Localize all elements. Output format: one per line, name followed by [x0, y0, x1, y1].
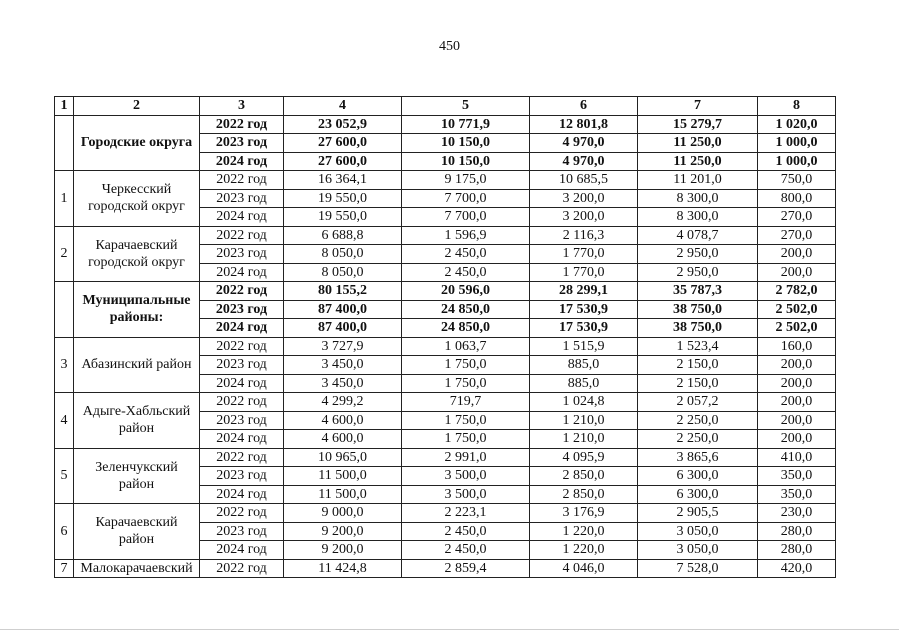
entity-name-cell: Городские округа: [74, 115, 200, 171]
value-cell: 2 950,0: [638, 263, 758, 282]
row-number-cell: 7: [55, 559, 74, 578]
value-cell: 6 300,0: [638, 467, 758, 486]
table-row: [55, 171, 836, 190]
value-cell: 12 801,8: [530, 115, 638, 134]
year-cell: 2023 год: [200, 522, 284, 541]
table-row: [55, 559, 836, 578]
year-cell: 2024 год: [200, 430, 284, 449]
value-cell: 2 950,0: [638, 245, 758, 264]
value-cell: 420,0: [758, 559, 836, 578]
value-cell: 1 515,9: [530, 337, 638, 356]
value-cell: 2 250,0: [638, 411, 758, 430]
entity-name-cell: Малокарачаевский: [74, 559, 200, 578]
value-cell: 10 150,0: [402, 134, 530, 153]
value-cell: 2 223,1: [402, 504, 530, 523]
value-cell: 35 787,3: [638, 282, 758, 301]
year-cell: 2024 год: [200, 485, 284, 504]
table-row: [55, 282, 836, 301]
page-bottom-edge: [0, 629, 899, 630]
value-cell: 11 424,8: [284, 559, 402, 578]
value-cell: 10 965,0: [284, 448, 402, 467]
value-cell: 27 600,0: [284, 152, 402, 171]
value-cell: 1 220,0: [530, 541, 638, 560]
value-cell: 2 450,0: [402, 522, 530, 541]
header-cell: 6: [530, 97, 638, 116]
value-cell: 10 685,5: [530, 171, 638, 190]
row-number-cell: 2: [55, 226, 74, 282]
year-cell: 2022 год: [200, 504, 284, 523]
value-cell: 9 175,0: [402, 171, 530, 190]
value-cell: 200,0: [758, 245, 836, 264]
value-cell: 350,0: [758, 467, 836, 486]
header-cell: 4: [284, 97, 402, 116]
value-cell: 87 400,0: [284, 319, 402, 338]
value-cell: 20 596,0: [402, 282, 530, 301]
value-cell: 4 299,2: [284, 393, 402, 412]
value-cell: 2 116,3: [530, 226, 638, 245]
year-cell: 2024 год: [200, 263, 284, 282]
value-cell: 38 750,0: [638, 319, 758, 338]
value-cell: 280,0: [758, 522, 836, 541]
value-cell: 3 176,9: [530, 504, 638, 523]
value-cell: 8 300,0: [638, 189, 758, 208]
value-cell: 16 364,1: [284, 171, 402, 190]
value-cell: 800,0: [758, 189, 836, 208]
entity-name-cell: Зеленчукский район: [74, 448, 200, 504]
year-cell: 2022 год: [200, 448, 284, 467]
year-cell: 2023 год: [200, 134, 284, 153]
value-cell: 3 865,6: [638, 448, 758, 467]
value-cell: 2 782,0: [758, 282, 836, 301]
table-body: [55, 115, 836, 578]
year-cell: 2022 год: [200, 559, 284, 578]
value-cell: 200,0: [758, 393, 836, 412]
value-cell: 2 502,0: [758, 319, 836, 338]
value-cell: 230,0: [758, 504, 836, 523]
value-cell: 160,0: [758, 337, 836, 356]
value-cell: 11 250,0: [638, 152, 758, 171]
row-number-cell: 3: [55, 337, 74, 393]
year-cell: 2022 год: [200, 393, 284, 412]
value-cell: 11 201,0: [638, 171, 758, 190]
value-cell: 3 500,0: [402, 485, 530, 504]
table-row: [55, 448, 836, 467]
table-row: [55, 504, 836, 523]
value-cell: 1 770,0: [530, 263, 638, 282]
value-cell: 200,0: [758, 374, 836, 393]
value-cell: 270,0: [758, 208, 836, 227]
value-cell: 2 859,4: [402, 559, 530, 578]
value-cell: 280,0: [758, 541, 836, 560]
year-cell: 2024 год: [200, 319, 284, 338]
value-cell: 3 200,0: [530, 208, 638, 227]
year-cell: 2022 год: [200, 337, 284, 356]
table-row: [55, 393, 836, 412]
entity-name-cell: Абазинский район: [74, 337, 200, 393]
value-cell: 1 024,8: [530, 393, 638, 412]
value-cell: 885,0: [530, 374, 638, 393]
value-cell: 24 850,0: [402, 300, 530, 319]
value-cell: 6 688,8: [284, 226, 402, 245]
row-number-cell: [55, 115, 74, 171]
budget-table: [54, 96, 836, 578]
value-cell: 1 596,9: [402, 226, 530, 245]
value-cell: 17 530,9: [530, 319, 638, 338]
value-cell: 7 700,0: [402, 208, 530, 227]
value-cell: 4 095,9: [530, 448, 638, 467]
year-cell: 2023 год: [200, 300, 284, 319]
row-number-cell: 5: [55, 448, 74, 504]
value-cell: 4 970,0: [530, 134, 638, 153]
value-cell: 4 600,0: [284, 430, 402, 449]
value-cell: 17 530,9: [530, 300, 638, 319]
value-cell: 200,0: [758, 411, 836, 430]
value-cell: 2 905,5: [638, 504, 758, 523]
header-cell: 2: [74, 97, 200, 116]
value-cell: 1 770,0: [530, 245, 638, 264]
value-cell: 38 750,0: [638, 300, 758, 319]
value-cell: 3 450,0: [284, 374, 402, 393]
row-number-cell: 1: [55, 171, 74, 227]
value-cell: 87 400,0: [284, 300, 402, 319]
year-cell: 2023 год: [200, 189, 284, 208]
value-cell: 1 750,0: [402, 374, 530, 393]
row-number-cell: [55, 282, 74, 338]
value-cell: 4 078,7: [638, 226, 758, 245]
value-cell: 2 991,0: [402, 448, 530, 467]
value-cell: 1 750,0: [402, 411, 530, 430]
header-row: [55, 97, 836, 116]
header-cell: 8: [758, 97, 836, 116]
value-cell: 9 000,0: [284, 504, 402, 523]
entity-name-cell: Карачаевский район: [74, 504, 200, 560]
year-cell: 2024 год: [200, 208, 284, 227]
value-cell: 885,0: [530, 356, 638, 375]
value-cell: 11 250,0: [638, 134, 758, 153]
value-cell: 11 500,0: [284, 467, 402, 486]
value-cell: 23 052,9: [284, 115, 402, 134]
year-cell: 2022 год: [200, 282, 284, 301]
row-number-cell: 6: [55, 504, 74, 560]
entity-name-cell: Муниципальные районы:: [74, 282, 200, 338]
value-cell: 2 502,0: [758, 300, 836, 319]
value-cell: 1 220,0: [530, 522, 638, 541]
year-cell: 2024 год: [200, 374, 284, 393]
value-cell: 3 727,9: [284, 337, 402, 356]
header-cell: 3: [200, 97, 284, 116]
value-cell: 1 523,4: [638, 337, 758, 356]
header-cell: 7: [638, 97, 758, 116]
year-cell: 2024 год: [200, 541, 284, 560]
value-cell: 2 150,0: [638, 374, 758, 393]
value-cell: 9 200,0: [284, 522, 402, 541]
value-cell: 4 600,0: [284, 411, 402, 430]
value-cell: 3 450,0: [284, 356, 402, 375]
value-cell: 350,0: [758, 485, 836, 504]
value-cell: 2 450,0: [402, 263, 530, 282]
row-number-cell: 4: [55, 393, 74, 449]
value-cell: 2 150,0: [638, 356, 758, 375]
value-cell: 27 600,0: [284, 134, 402, 153]
year-cell: 2022 год: [200, 171, 284, 190]
year-cell: 2022 год: [200, 115, 284, 134]
value-cell: 19 550,0: [284, 208, 402, 227]
table-row: [55, 337, 836, 356]
value-cell: 15 279,7: [638, 115, 758, 134]
value-cell: 1 210,0: [530, 411, 638, 430]
value-cell: 19 550,0: [284, 189, 402, 208]
year-cell: 2023 год: [200, 411, 284, 430]
value-cell: 28 299,1: [530, 282, 638, 301]
value-cell: 7 700,0: [402, 189, 530, 208]
value-cell: 3 050,0: [638, 522, 758, 541]
value-cell: 1 210,0: [530, 430, 638, 449]
page-number: 450: [439, 39, 460, 54]
value-cell: 8 300,0: [638, 208, 758, 227]
value-cell: 10 150,0: [402, 152, 530, 171]
value-cell: 2 850,0: [530, 467, 638, 486]
value-cell: 2 450,0: [402, 541, 530, 560]
value-cell: 4 046,0: [530, 559, 638, 578]
year-cell: 2023 год: [200, 467, 284, 486]
year-cell: 2024 год: [200, 152, 284, 171]
value-cell: 24 850,0: [402, 319, 530, 338]
value-cell: 410,0: [758, 448, 836, 467]
value-cell: 4 970,0: [530, 152, 638, 171]
value-cell: 200,0: [758, 430, 836, 449]
value-cell: 8 050,0: [284, 263, 402, 282]
value-cell: 200,0: [758, 356, 836, 375]
year-cell: 2023 год: [200, 245, 284, 264]
header-cell: 1: [55, 97, 74, 116]
value-cell: 2 850,0: [530, 485, 638, 504]
value-cell: 3 200,0: [530, 189, 638, 208]
year-cell: 2023 год: [200, 356, 284, 375]
entity-name-cell: Черкесский городской округ: [74, 171, 200, 227]
value-cell: 1 000,0: [758, 152, 836, 171]
value-cell: 7 528,0: [638, 559, 758, 578]
header-cell: 5: [402, 97, 530, 116]
value-cell: 1 000,0: [758, 134, 836, 153]
entity-name-cell: Карачаевский городской округ: [74, 226, 200, 282]
value-cell: 1 750,0: [402, 430, 530, 449]
value-cell: 3 050,0: [638, 541, 758, 560]
value-cell: 750,0: [758, 171, 836, 190]
entity-name-cell: Адыге-Хабльский район: [74, 393, 200, 449]
table-row: [55, 226, 836, 245]
value-cell: 2 450,0: [402, 245, 530, 264]
table-row: [55, 115, 836, 134]
value-cell: 10 771,9: [402, 115, 530, 134]
value-cell: 1 750,0: [402, 356, 530, 375]
value-cell: 80 155,2: [284, 282, 402, 301]
value-cell: 200,0: [758, 263, 836, 282]
value-cell: 270,0: [758, 226, 836, 245]
value-cell: 2 250,0: [638, 430, 758, 449]
value-cell: 2 057,2: [638, 393, 758, 412]
value-cell: 1 063,7: [402, 337, 530, 356]
value-cell: 6 300,0: [638, 485, 758, 504]
value-cell: 8 050,0: [284, 245, 402, 264]
year-cell: 2022 год: [200, 226, 284, 245]
value-cell: 719,7: [402, 393, 530, 412]
value-cell: 1 020,0: [758, 115, 836, 134]
value-cell: 9 200,0: [284, 541, 402, 560]
value-cell: 3 500,0: [402, 467, 530, 486]
value-cell: 11 500,0: [284, 485, 402, 504]
